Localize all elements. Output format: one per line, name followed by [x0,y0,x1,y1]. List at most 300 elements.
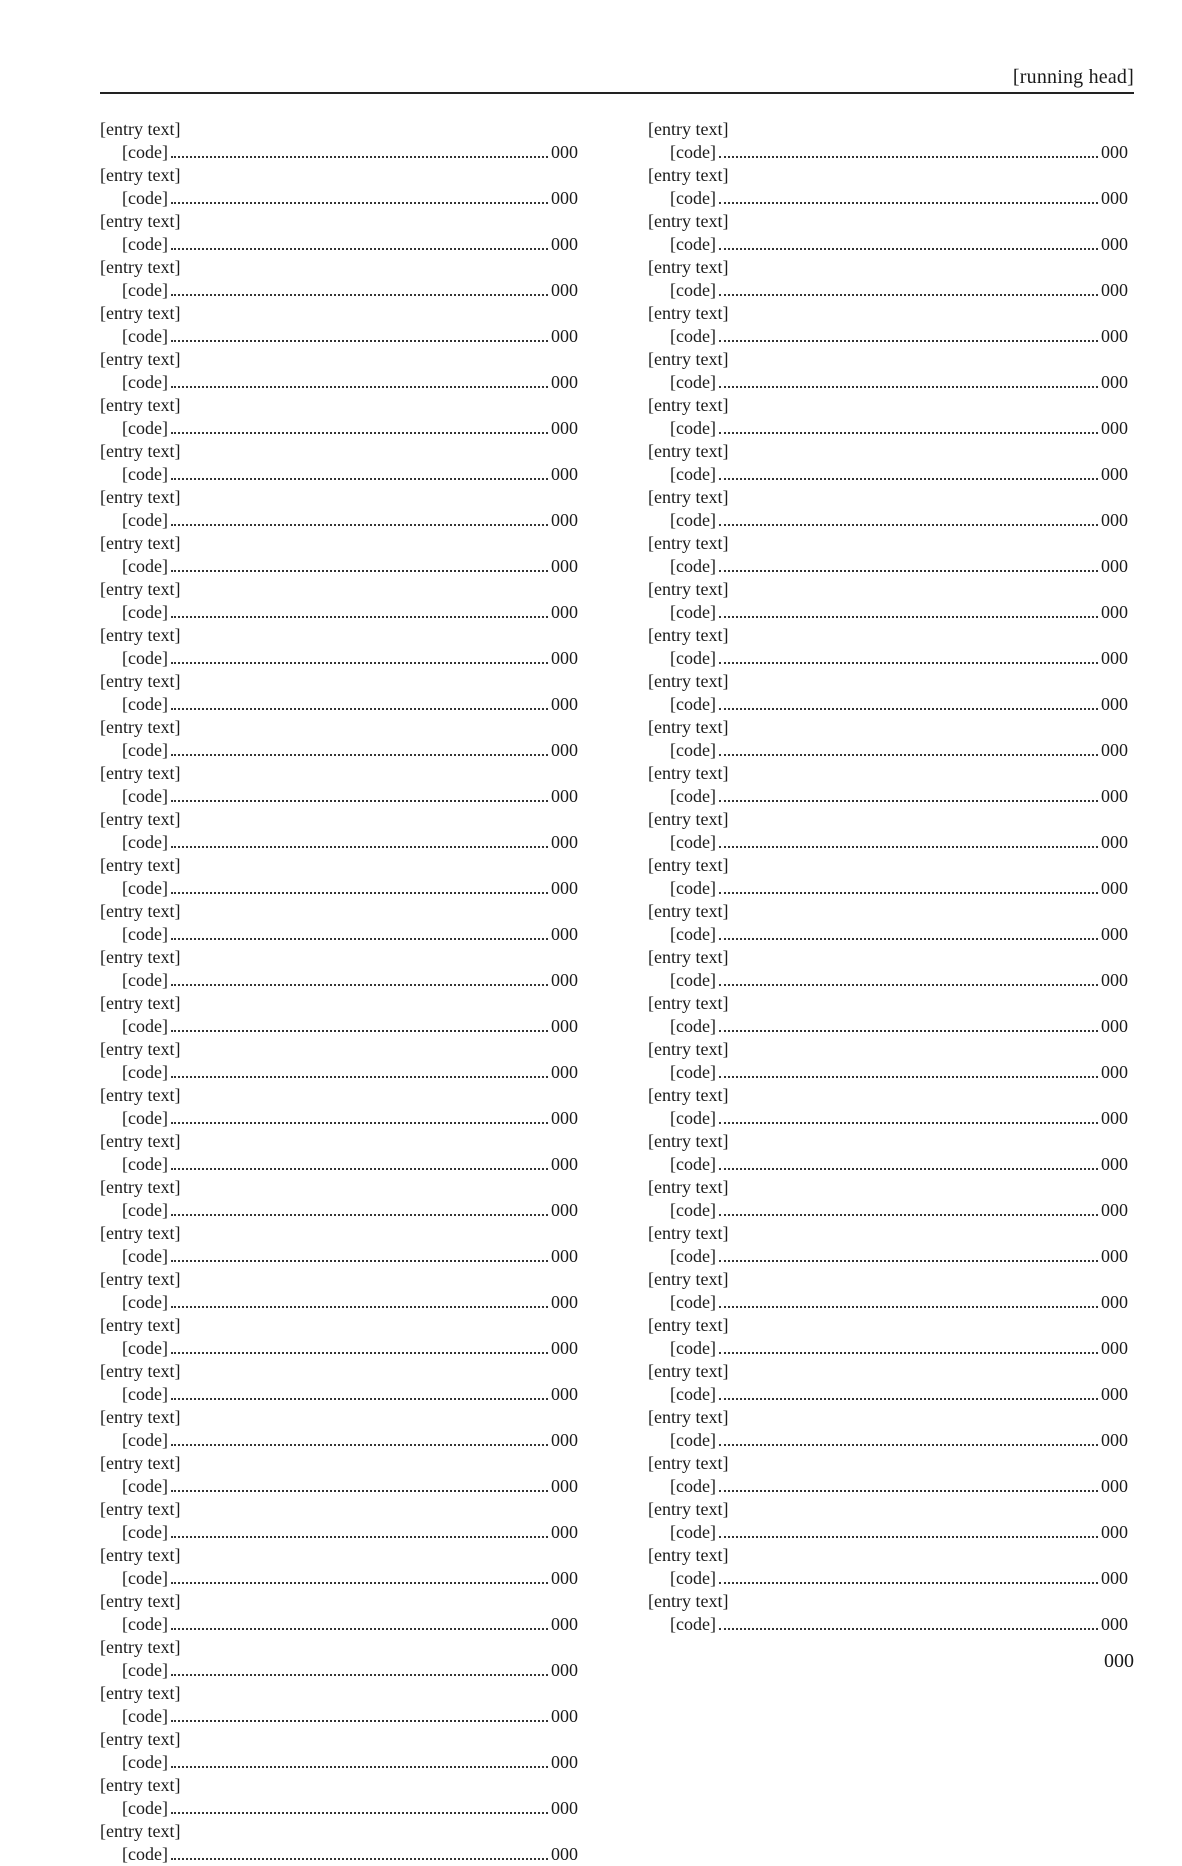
entry-code: [code] [122,418,168,438]
index-entry [100,1038,578,1084]
dot-leader [719,340,1098,342]
dot-leader [719,1536,1098,1538]
entry-code: [code] [122,326,168,346]
entry-leader-line [100,1521,578,1544]
entry-code: [code] [670,1476,716,1496]
entry-code: [code] [670,372,716,392]
entry-term: [entry text] [100,211,181,231]
entry-page-ref: 000 [551,372,578,392]
entry-leader-line [100,1199,578,1222]
entry-code: [code] [122,556,168,576]
entry-term: [entry text] [100,165,181,185]
entry-page-ref: 000 [1101,970,1128,990]
entry-page-ref: 000 [551,1706,578,1726]
entry-code: [code] [670,464,716,484]
entry-term: [entry text] [648,1085,729,1105]
dot-leader [171,1260,548,1262]
dot-leader [719,1352,1098,1354]
entry-code: [code] [670,1614,716,1634]
entry-page-ref: 000 [1101,1246,1128,1266]
index-entry [648,808,1128,854]
page-number: 000 [1104,1650,1134,1672]
entry-page-ref: 000 [1101,878,1128,898]
index-entry [648,210,1128,256]
index-entry [100,808,578,854]
entry-leader-line [100,831,578,854]
entry-term: [entry text] [100,257,181,277]
index-entry [648,946,1128,992]
dot-leader [171,294,548,296]
index-entry [100,1728,578,1774]
entry-leader-line [100,1291,578,1314]
index-entry [100,440,578,486]
entry-leader-line [648,325,1128,348]
entry-leader-line [100,509,578,532]
index-entry [100,1314,578,1360]
entry-code: [code] [670,602,716,622]
index-entry [648,900,1128,946]
entry-leader-line [648,509,1128,532]
entry-code: [code] [670,1338,716,1358]
dot-leader [719,1628,1098,1630]
entry-page-ref: 000 [551,188,578,208]
entry-code: [code] [122,1338,168,1358]
index-entry [648,1038,1128,1084]
dot-leader [719,202,1098,204]
entry-leader-line [648,1521,1128,1544]
entry-page-ref: 000 [1101,1108,1128,1128]
index-entry [100,854,578,900]
entry-term: [entry text] [100,717,181,737]
entry-page-ref: 000 [551,1154,578,1174]
entry-leader-line [100,1061,578,1084]
entry-code: [code] [670,648,716,668]
entry-page-ref: 000 [1101,556,1128,576]
entry-page-ref: 000 [1101,1614,1128,1634]
entry-leader-line [648,1061,1128,1084]
entry-term: [entry text] [100,809,181,829]
entry-leader-line [648,371,1128,394]
entry-leader-line [100,417,578,440]
index-entry [100,118,578,164]
entry-code: [code] [122,1522,168,1542]
dot-leader [719,1490,1098,1492]
index-entry [648,532,1128,578]
entry-page-ref: 000 [1101,510,1128,530]
index-entry [100,1268,578,1314]
entry-page-ref: 000 [551,1384,578,1404]
entry-code: [code] [670,188,716,208]
index-entry [100,1544,578,1590]
entry-page-ref: 000 [551,1430,578,1450]
entry-page-ref: 000 [1101,418,1128,438]
dot-leader [171,708,548,710]
entry-leader-line [100,279,578,302]
index-entry [100,1682,578,1728]
dot-leader [719,1030,1098,1032]
dot-leader [171,662,548,664]
entry-leader-line [100,785,578,808]
entry-leader-line [100,1843,578,1866]
entry-code: [code] [670,1062,716,1082]
index-entry [648,1130,1128,1176]
index-entry [648,578,1128,624]
dot-leader [171,1168,548,1170]
dot-leader [719,432,1098,434]
entry-code: [code] [122,1476,168,1496]
entry-term: [entry text] [100,1131,181,1151]
index-entry [648,992,1128,1038]
index-entry [648,624,1128,670]
entry-leader-line [648,831,1128,854]
entry-leader-line [100,739,578,762]
entry-term: [entry text] [648,119,729,139]
entry-leader-line [100,693,578,716]
entry-code: [code] [122,234,168,254]
entry-term: [entry text] [100,947,181,967]
index-entry [100,302,578,348]
entry-code: [code] [670,1246,716,1266]
entry-term: [entry text] [648,533,729,553]
dot-leader [719,1122,1098,1124]
entry-term: [entry text] [648,257,729,277]
entry-code: [code] [122,740,168,760]
entry-term: [entry text] [100,1177,181,1197]
entry-page-ref: 000 [551,602,578,622]
entry-leader-line [100,1705,578,1728]
entry-page-ref: 000 [551,234,578,254]
header-rule [100,92,1134,94]
entry-code: [code] [122,602,168,622]
entry-term: [entry text] [100,1775,181,1795]
entry-code: [code] [670,1200,716,1220]
dot-leader [171,1214,548,1216]
entry-term: [entry text] [100,303,181,323]
entry-leader-line [100,1245,578,1268]
entry-page-ref: 000 [551,556,578,576]
entry-term: [entry text] [100,1821,181,1841]
index-entry [100,946,578,992]
dot-leader [719,1260,1098,1262]
entry-leader-line [648,555,1128,578]
entry-page-ref: 000 [1101,464,1128,484]
entry-term: [entry text] [100,1499,181,1519]
entry-code: [code] [670,694,716,714]
dot-leader [171,754,548,756]
index-entry [648,1314,1128,1360]
dot-leader [719,386,1098,388]
dot-leader [171,846,548,848]
entry-leader-line [100,1751,578,1774]
entry-term: [entry text] [648,165,729,185]
entry-code: [code] [122,1706,168,1726]
entry-page-ref: 000 [1101,1338,1128,1358]
entry-term: [entry text] [648,671,729,691]
entry-leader-line [100,1475,578,1498]
dot-leader [171,1122,548,1124]
dot-leader [719,248,1098,250]
entry-term: [entry text] [648,1591,729,1611]
entry-term: [entry text] [100,625,181,645]
entry-leader-line [648,1475,1128,1498]
entry-term: [entry text] [648,763,729,783]
entry-term: [entry text] [100,1223,181,1243]
dot-leader [719,846,1098,848]
dot-leader [719,892,1098,894]
entry-leader-line [100,1015,578,1038]
entry-code: [code] [670,1016,716,1036]
entry-page-ref: 000 [551,280,578,300]
entry-code: [code] [670,924,716,944]
index-entry [100,1498,578,1544]
entry-term: [entry text] [100,763,181,783]
entry-code: [code] [122,464,168,484]
entry-term: [entry text] [100,533,181,553]
entry-term: [entry text] [648,1499,729,1519]
index-entry [648,1498,1128,1544]
dot-leader [171,524,548,526]
dot-leader [719,938,1098,940]
entry-term: [entry text] [100,901,181,921]
entry-term: [entry text] [100,1729,181,1749]
index-entry [648,1084,1128,1130]
dot-leader [171,1536,548,1538]
dot-leader [719,1076,1098,1078]
entry-code: [code] [670,510,716,530]
index-entry [100,486,578,532]
entry-code: [code] [122,1384,168,1404]
entry-term: [entry text] [648,211,729,231]
dot-leader [171,340,548,342]
entry-page-ref: 000 [1101,188,1128,208]
dot-leader [719,1582,1098,1584]
entry-code: [code] [122,878,168,898]
index-entry [648,716,1128,762]
entry-leader-line [648,647,1128,670]
entry-code: [code] [122,648,168,668]
dot-leader [171,938,548,940]
entry-term: [entry text] [648,1177,729,1197]
entry-code: [code] [122,1430,168,1450]
dot-leader [719,524,1098,526]
entry-page-ref: 000 [1101,280,1128,300]
entry-page-ref: 000 [551,970,578,990]
index-entry [100,762,578,808]
entry-leader-line [648,969,1128,992]
index-entry [648,164,1128,210]
entry-leader-line [648,877,1128,900]
entry-page-ref: 000 [1101,1292,1128,1312]
index-entry [100,1176,578,1222]
index-entry [100,1130,578,1176]
entry-leader-line [100,1797,578,1820]
entry-term: [entry text] [648,717,729,737]
entry-term: [entry text] [648,1223,729,1243]
index-entry [648,486,1128,532]
index-entry [100,992,578,1038]
entry-code: [code] [670,280,716,300]
dot-leader [171,800,548,802]
index-entry [100,1590,578,1636]
entry-page-ref: 000 [551,1108,578,1128]
entry-page-ref: 000 [551,1016,578,1036]
index-entry [100,670,578,716]
entry-page-ref: 000 [551,1568,578,1588]
entry-term: [entry text] [648,855,729,875]
index-entry [100,716,578,762]
entry-code: [code] [122,1292,168,1312]
entry-term: [entry text] [648,1315,729,1335]
index-entry [100,348,578,394]
entry-code: [code] [670,556,716,576]
entry-leader-line [100,1153,578,1176]
entry-code: [code] [670,1522,716,1542]
entry-code: [code] [122,1798,168,1818]
entry-page-ref: 000 [1101,1016,1128,1036]
entry-term: [entry text] [648,809,729,829]
entry-term: [entry text] [100,1591,181,1611]
entry-code: [code] [670,970,716,990]
dot-leader [719,1168,1098,1170]
entry-page-ref: 000 [1101,648,1128,668]
dot-leader [171,202,548,204]
entry-code: [code] [122,1108,168,1128]
index-entry [100,210,578,256]
entry-code: [code] [122,970,168,990]
index-entry [100,164,578,210]
entry-leader-line [100,1659,578,1682]
entry-page-ref: 000 [1101,1476,1128,1496]
entry-page-ref: 000 [551,326,578,346]
entry-page-ref: 000 [551,1062,578,1082]
entry-page-ref: 000 [551,510,578,530]
dot-leader [171,570,548,572]
entry-term: [entry text] [100,671,181,691]
entry-page-ref: 000 [551,694,578,714]
entry-term: [entry text] [648,625,729,645]
entry-term: [entry text] [100,1453,181,1473]
index-entry [648,1360,1128,1406]
entry-code: [code] [670,740,716,760]
index-entry [100,1820,578,1866]
entry-page-ref: 000 [1101,1154,1128,1174]
entry-page-ref: 000 [551,464,578,484]
index-entry [648,762,1128,808]
entry-code: [code] [122,1752,168,1772]
entry-leader-line [100,1337,578,1360]
entry-code: [code] [122,280,168,300]
index-entry [100,532,578,578]
entry-page-ref: 000 [551,1522,578,1542]
entry-leader-line [648,739,1128,762]
entry-term: [entry text] [100,441,181,461]
entry-code: [code] [122,1200,168,1220]
index-entry [648,854,1128,900]
entry-leader-line [648,233,1128,256]
entry-page-ref: 000 [1101,602,1128,622]
entry-leader-line [100,601,578,624]
entry-code: [code] [122,1016,168,1036]
entry-term: [entry text] [648,1545,729,1565]
entry-page-ref: 000 [1101,326,1128,346]
entry-code: [code] [122,142,168,162]
dot-leader [171,1858,548,1860]
entry-term: [entry text] [648,303,729,323]
dot-leader [719,570,1098,572]
dot-leader [719,1306,1098,1308]
entry-page-ref: 000 [551,648,578,668]
entry-leader-line [100,325,578,348]
index-entry [100,1406,578,1452]
entry-code: [code] [670,234,716,254]
entry-term: [entry text] [648,1407,729,1427]
entry-leader-line [648,1107,1128,1130]
entry-page-ref: 000 [551,142,578,162]
dot-leader [719,984,1098,986]
dot-leader [171,1490,548,1492]
dot-leader [171,432,548,434]
entry-term: [entry text] [100,993,181,1013]
dot-leader [719,662,1098,664]
index-entry [648,440,1128,486]
entry-leader-line [648,187,1128,210]
entry-page-ref: 000 [1101,142,1128,162]
index-entry [100,256,578,302]
entry-page-ref: 000 [1101,924,1128,944]
entry-page-ref: 000 [1101,786,1128,806]
entry-leader-line [648,417,1128,440]
entry-page-ref: 000 [551,1292,578,1312]
index-column-left [100,118,578,1866]
entry-leader-line [100,187,578,210]
entry-leader-line [648,1429,1128,1452]
dot-leader [171,156,548,158]
entry-code: [code] [670,786,716,806]
index-entry [100,1360,578,1406]
entry-leader-line [100,877,578,900]
entry-term: [entry text] [648,1269,729,1289]
index-entry [648,670,1128,716]
entry-term: [entry text] [648,579,729,599]
entry-page-ref: 000 [551,740,578,760]
entry-term: [entry text] [100,1315,181,1335]
dot-leader [719,1444,1098,1446]
entry-leader-line [648,785,1128,808]
dot-leader [719,156,1098,158]
index-entry [648,1590,1128,1636]
entry-leader-line [648,923,1128,946]
entry-page-ref: 000 [1101,234,1128,254]
entry-term: [entry text] [648,395,729,415]
index-entry [648,1222,1128,1268]
index-entry [648,256,1128,302]
index-entry [100,1222,578,1268]
index-entry [648,302,1128,348]
entry-term: [entry text] [100,395,181,415]
entry-code: [code] [670,326,716,346]
entry-code: [code] [670,1108,716,1128]
entry-term: [entry text] [648,487,729,507]
entry-leader-line [100,555,578,578]
entry-leader-line [100,141,578,164]
entry-leader-line [648,1567,1128,1590]
index-entry [648,1452,1128,1498]
entry-leader-line [100,1383,578,1406]
index-entry [648,394,1128,440]
dot-leader [171,1076,548,1078]
entry-leader-line [100,969,578,992]
index-column-right [648,118,1128,1636]
